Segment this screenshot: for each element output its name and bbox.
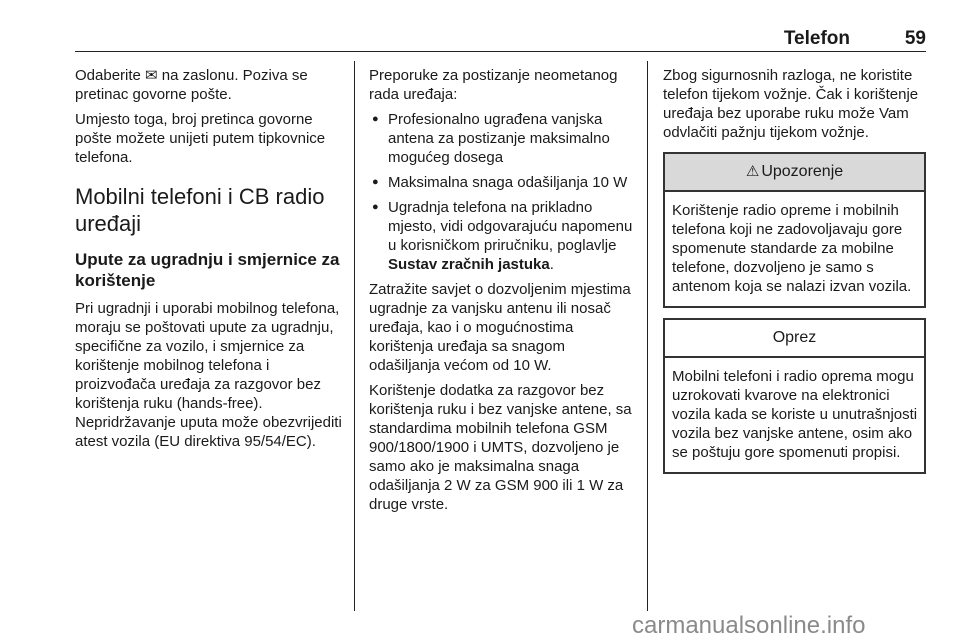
watermark: carmanualsonline.info [632, 612, 866, 639]
column-divider [647, 61, 648, 611]
list-item-text: . [549, 256, 554, 273]
subheading: Upute za ugradnju i smjernice za korištenje [75, 250, 340, 290]
paragraph: Zbog sigurnosnih razloga, ne koristite telefon tijekom vožnje. Čak i korištenje uređaja bez uporabe ruku može Vam odvlačiti pažnju tijekom vožnje. [663, 67, 919, 141]
header-rule [75, 51, 926, 52]
caution-box [663, 318, 926, 474]
warning-title: Upozorenje [761, 163, 844, 180]
list-item-text: Maksimalna snaga odašiljanja 10 W [388, 174, 628, 191]
bullet-list [369, 110, 634, 274]
page-header [75, 28, 926, 52]
list-item-text: Profesionalno ugrađena vanjska antena za postizanje maksimalno mogućeg dosega [388, 111, 610, 166]
warning-header [665, 154, 924, 192]
column-2 [369, 66, 634, 520]
list-item [369, 173, 634, 192]
paragraph: Odaberite ✉ na zaslonu. Poziva se pretinac govorne pošte. [75, 67, 308, 103]
paragraph: Zatražite savjet o dozvoljenim mjestima ugradnje za vanjsku antenu ili nosač uređaja, kao i o mogućnostima korištenja uređaja sa snagom odašiljanja većom od 10 W. [369, 281, 631, 374]
warning-triangle-icon: ⚠ [745, 163, 760, 180]
paragraph: Umjesto toga, broj pretinca govorne pošte možete unijeti putem tipkovnice telefona. [75, 111, 326, 166]
page-number: 59 [904, 28, 926, 49]
list-item [369, 110, 634, 167]
column-3 [663, 66, 926, 474]
caution-title: Oprez [772, 329, 817, 346]
cross-reference-link[interactable]: Sustav zračnih jastuka [388, 256, 550, 273]
paragraph: Korištenje dodatka za razgovor bez korištenja ruku i bez vanjske antene, sa standardima mobilnih telefona GSM 900/1800/1900 i UMTS, dozvoljeno je samo ako je maksimalna snaga odašiljanja 2 W za GSM 900 ili 1 W za druge vrste. [369, 382, 632, 513]
column-1 [75, 66, 343, 457]
caution-body: Mobilni telefoni i radio oprema mogu uzrokovati kvarove na elektronici vozila kada se koriste u unutrašnjosti vozila bez vanjske antene, osim ako se poštuju gore spomenuti propisi. [672, 368, 918, 461]
caution-header [665, 320, 924, 358]
list-item [369, 198, 634, 274]
heading: Mobilni telefoni i CB radio uređaji [75, 184, 325, 236]
warning-box [663, 152, 926, 308]
warning-body: Korištenje radio opreme i mobilnih telefona koji ne zadovoljavaju gore spomenute standarde za mobilne telefone, dozvoljeno je samo s antenom koja se nalazi izvan vozila. [672, 202, 912, 295]
paragraph: Preporuke za postizanje neometanog rada uređaja: [369, 67, 618, 103]
section-title: Telefon [783, 28, 850, 49]
column-divider [354, 61, 355, 611]
paragraph: Pri ugradnji i uporabi mobilnog telefona, moraju se poštovati upute za ugradnju, specifične za vozilo, i smjernice za korištenje mobilnog telefona i proizvođača uređaja za razgovor bez korištenja ruku (hands-free). Nepridržavanje uputa može obezvrijediti atest vozila (EU direktiva 95/54/EC). [75, 300, 342, 450]
list-item-text: Ugradnja telefona na prikladno mjesto, vidi odgovarajuću napomenu u korisničkom priručniku, poglavlje [388, 199, 633, 254]
